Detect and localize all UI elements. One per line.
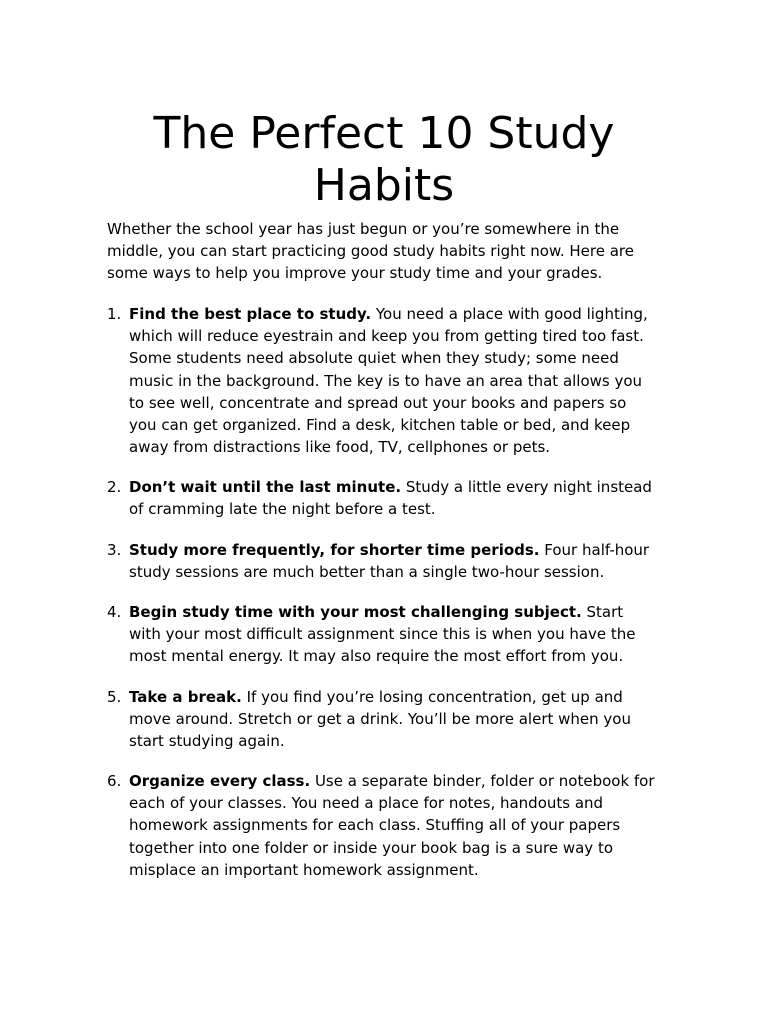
- document-title: The Perfect 10 Study Habits: [153, 108, 615, 211]
- list-item-text: Use a separate binder, folder or notebook for each of your classes. You need a place for notes, handouts and homework assignments for each class. Stuffing all of your papers together into one folder or inside your book bag is a sure way to misplace an important homework assignment.: [129, 772, 655, 879]
- list-item-lead: Don’t wait until the last minute.: [129, 478, 402, 496]
- list-item-text: You need a place with good lighting, which will reduce eyestrain and keep you from getting tired too fast. Some students need absolute quiet when they study; some need music in the background. The key is to have an area that allows you to see well, concentrate and spread out your books and papers so you can get organized. Find a desk, kitchen table or bed, and keep away from distractions like food, TV, cellphones or pets.: [129, 305, 648, 457]
- list-item: [107, 601, 655, 668]
- list-item: [107, 770, 655, 881]
- list-item-body: [129, 539, 655, 583]
- list-item-body: [129, 476, 655, 520]
- list-item-number: 2.: [107, 478, 122, 496]
- list-item-text: Four half-hour study sessions are much better than a single two-hour session.: [129, 541, 650, 582]
- list-item-body: [129, 770, 655, 881]
- list-item: [107, 303, 655, 458]
- list-item-lead: Find the best place to study.: [129, 305, 372, 323]
- list-item-number: 4.: [107, 603, 122, 621]
- list-item-lead: Organize every class.: [129, 772, 311, 790]
- list-item-text: If you find you’re losing concentration, get up and move around. Stretch or get a drink. You’ll be more alert when you start studying again.: [129, 688, 631, 751]
- list-item-lead: Take a break.: [129, 688, 242, 706]
- list-item: [107, 476, 655, 520]
- intro-paragraph: Whether the school year has just begun or you’re somewhere in the middle, you can start practicing good study habits right now. Here are some ways to help you improve your study time and your grades.: [107, 220, 634, 283]
- list-item-body: [129, 686, 655, 753]
- list-item-text: Start with your most difficult assignment since this is when you have the most mental energy. It may also require the most effort from you.: [129, 603, 636, 666]
- list-item: [107, 686, 655, 753]
- list-item-lead: Study more frequently, for shorter time periods.: [129, 541, 540, 559]
- list-item-text: Study a little every night instead of cramming late the night before a test.: [129, 478, 652, 519]
- list-item-lead: Begin study time with your most challenging subject.: [129, 603, 582, 621]
- list-item-number: 5.: [107, 688, 122, 706]
- list-item-body: [129, 601, 655, 668]
- list-item-number: 3.: [107, 541, 122, 559]
- list-item: [107, 539, 655, 583]
- list-item-body: [129, 303, 655, 458]
- list-item-number: 1.: [107, 305, 122, 323]
- list-item-number: 6.: [107, 772, 122, 790]
